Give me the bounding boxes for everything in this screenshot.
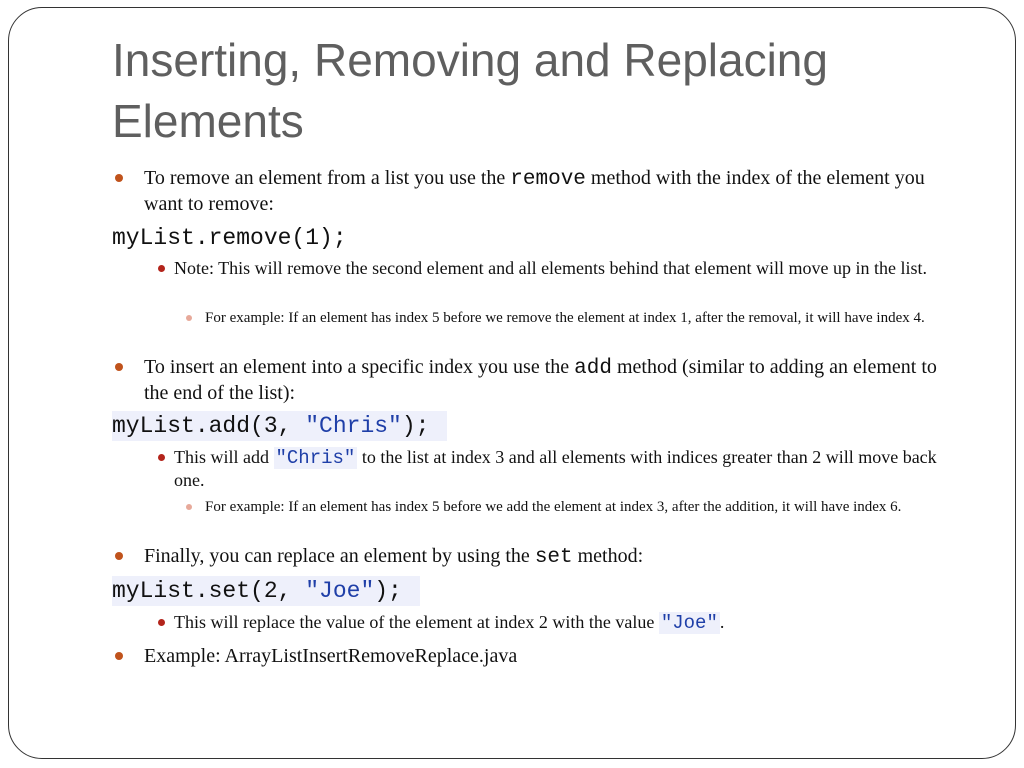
code-replace: myList.set(2, "Joe"); — [112, 576, 420, 606]
bullet-dot — [158, 454, 165, 461]
method-add: add — [574, 357, 612, 380]
bullet-example: Example: ArrayListInsertRemoveReplace.java — [144, 645, 518, 667]
bullet-dot — [158, 619, 165, 626]
bullet-insert: To insert an element into a specific index you use the add method (similar to adding an element to the end of the list): — [144, 356, 937, 404]
example-insert: For example: If an element has index 5 before we add the element at index 3, after the addition, it will have index 6. — [205, 499, 902, 515]
bullet-dot — [186, 315, 192, 321]
note-remove: Note: This will remove the second element and all elements behind that element will move up in the list. — [174, 258, 927, 278]
note-insert: This will add "Chris" to the list at index 3 and all elements with indices greater than 2 will move back one. — [174, 447, 937, 490]
bullet-dot — [115, 652, 123, 660]
bullet-dot — [186, 504, 192, 510]
example-remove: For example: If an element has index 5 before we remove the element at index 1, after the removal, it will have index 4. — [205, 310, 925, 326]
bullet-dot — [115, 174, 123, 182]
bullet-remove: To remove an element from a list you use the remove method with the index of the element you want to remove: — [144, 167, 925, 215]
slide-title: Inserting, Removing and Replacing Elements — [112, 34, 828, 147]
bullet-replace: Finally, you can replace an element by using the set method: — [144, 545, 644, 569]
code-chip-chris: "Chris" — [275, 447, 356, 469]
bullet-dot — [115, 552, 123, 560]
bullet-dot — [158, 265, 165, 272]
code-remove: myList.remove(1); — [112, 225, 347, 251]
code-insert: myList.add(3, "Chris"); — [112, 411, 447, 441]
bullet-dot — [115, 363, 123, 371]
method-remove: remove — [510, 168, 586, 191]
code-chip-joe: "Joe" — [660, 612, 718, 634]
method-set: set — [534, 546, 573, 569]
note-replace: This will replace the value of the element at index 2 with the value "Joe" . — [174, 612, 725, 634]
